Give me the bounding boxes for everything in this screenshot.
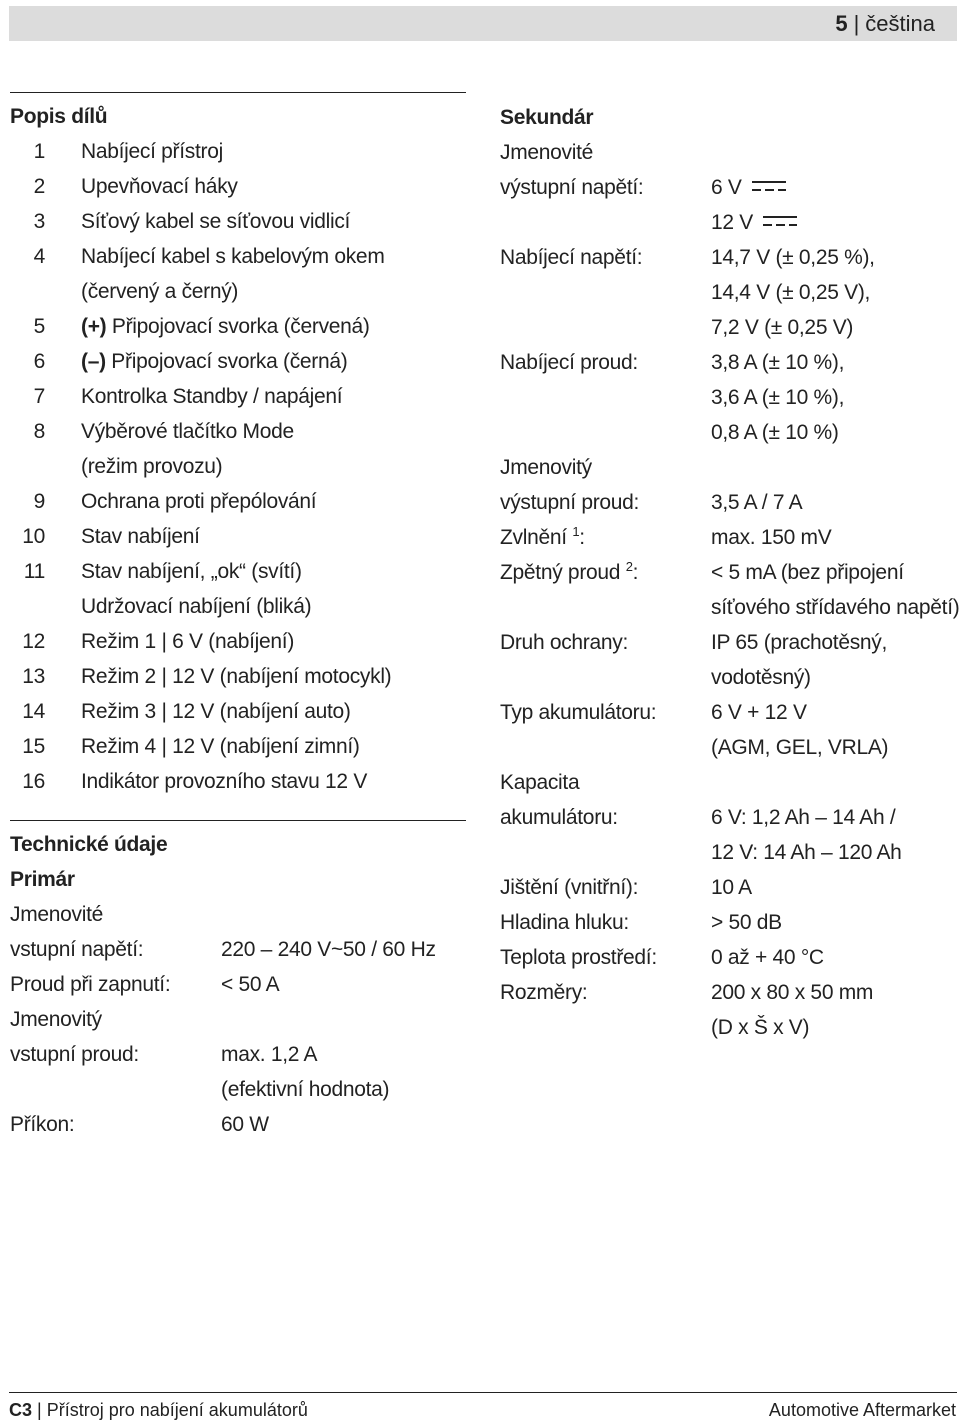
parts-list-item [10,589,466,624]
part-text [81,589,311,624]
part-label: Síťový kabel se síťovou vidlicí [81,210,351,233]
spec-value-text: 3,5 A / 7 A [711,491,803,514]
spec-value-text: (D x Š x V) [711,1016,810,1039]
spec-row [500,520,956,555]
spec-row [10,1107,466,1142]
dc-symbol-icon [763,214,797,228]
spec-label-text: Hladina hluku: [500,911,629,934]
spec-row [500,275,956,310]
part-label: Upevňovací háky [81,175,238,198]
spec-value [711,800,895,835]
parts-list-item [10,519,466,554]
spec-label-text: Jmenovité [500,141,594,164]
part-number: 10 [22,525,45,548]
part-label: Režim 1 | 6 V (nabíjení) [81,630,295,653]
spec-row [500,870,956,905]
spec-label: vstupní proud: [10,1043,139,1066]
parts-list-item [10,694,466,729]
spec-value-text: (AGM, GEL, VRLA) [711,736,889,759]
page-header-bar [9,6,957,41]
spec-value-text: 0,8 A (± 10 %) [711,421,839,444]
primary-heading: Primár [10,868,75,891]
spec-row [500,695,956,730]
spec-value-text: 200 x 80 x 50 mm [711,981,874,1004]
part-label: Indikátor provozního stavu 12 V [81,770,368,793]
spec-row [500,415,956,450]
part-label: Výběrové tlačítko Mode [81,420,294,443]
spec-label-suffix: : [632,561,639,584]
part-label: Režim 3 | 12 V (nabíjení auto) [81,700,351,723]
spec-row [10,1037,466,1072]
part-number: 7 [33,385,45,408]
part-number: 15 [22,735,45,758]
spec-value [711,660,811,695]
spec-row [10,932,466,967]
part-number: 12 [22,630,45,653]
header-separator: | [853,11,860,36]
part-number: 1 [33,140,45,163]
spec-value-text: 7,2 V (± 0,25 V) [711,316,854,339]
spec-value-text: max. 150 mV [711,526,832,549]
part-text [81,659,391,694]
spec-value [711,170,786,205]
part-label: Ochrana proti přepólování [81,490,317,513]
part-number: 9 [33,490,45,513]
technical-heading: Technické údaje [10,833,168,856]
spec-row [500,450,956,485]
spec-value [711,1010,809,1045]
parts-list-item [10,414,466,449]
spec-value-text: 14,4 V (± 0,25 V), [711,281,871,304]
spec-value [711,555,904,590]
spec-label-text: akumulátoru: [500,806,618,829]
spec-label [500,695,656,730]
part-polarity: (+) [81,315,107,338]
footnote-ref: 1 [572,524,580,539]
spec-label [500,940,657,975]
spec-label [500,555,638,590]
part-text [81,274,238,309]
spec-row [500,240,956,275]
spec-value: 220 – 240 V~50 / 60 Hz [221,938,436,961]
spec-value [711,975,873,1010]
spec-value-text: 3,8 A (± 10 %), [711,351,845,374]
spec-label [500,135,593,170]
parts-list-item [10,449,466,484]
parts-list-item [10,169,466,204]
part-text [81,554,302,589]
parts-list-item [10,239,466,274]
parts-heading: Popis dílů [10,105,108,128]
spec-value-text: síťového střídavého napětí) [711,596,960,619]
part-label: (červený a černý) [81,280,239,303]
part-text [81,379,342,414]
part-text [81,239,385,274]
spec-label: Jmenovité [10,903,104,926]
spec-label-text: Druh ochrany: [500,631,628,654]
spec-label-text: výstupní proud: [500,491,640,514]
part-label: Kontrolka Standby / napájení [81,385,343,408]
spec-label [500,765,579,800]
spec-label [500,450,592,485]
part-text [81,729,360,764]
spec-label [500,625,628,660]
spec-value [711,695,807,730]
spec-value-text: vodotěsný) [711,666,811,689]
part-text [81,344,347,379]
section-rule [10,92,466,93]
spec-value [711,485,802,520]
part-number: 11 [23,560,45,583]
footer-separator: | [37,1400,47,1420]
spec-value-text: 6 V: 1,2 Ah – 14 Ah / [711,806,896,829]
spec-row [10,1002,466,1037]
spec-label [500,870,638,905]
parts-list-item [10,134,466,169]
page-header [835,11,935,37]
part-text [81,309,370,344]
spec-row [500,205,956,240]
footer-rule [9,1392,957,1393]
spec-value-text: 10 A [711,876,752,899]
part-number: 14 [22,700,45,723]
parts-list-item [10,309,466,344]
part-label: Nabíjecí kabel s kabelovým okem [81,245,385,268]
part-number: 13 [22,665,45,688]
spec-label: Jmenovitý [10,1008,102,1031]
secondary-specs [500,135,960,1045]
spec-value-text: IP 65 (prachotěsný, [711,631,888,654]
part-label: Udržovací nabíjení (bliká) [81,595,312,618]
spec-value [711,240,875,275]
spec-value [711,940,824,975]
spec-label: Proud při zapnutí: [10,973,171,996]
spec-label-text: Teplota prostředí: [500,946,657,969]
part-number: 4 [33,245,45,268]
spec-label-text: Zvlnění [500,526,567,549]
spec-value-text: 14,7 V (± 0,25 %), [711,246,875,269]
part-number: 5 [33,315,45,338]
parts-list-item [10,274,466,309]
spec-row [10,967,466,1002]
spec-value [711,205,797,240]
parts-list-item [10,659,466,694]
spec-value-text: 6 V [711,176,742,199]
part-text [81,134,223,169]
spec-value [711,590,959,625]
part-label: Nabíjecí přístroj [81,140,223,163]
spec-label-text: Rozměry: [500,981,588,1004]
spec-row [500,625,956,660]
footer-code: C3 [9,1400,33,1420]
spec-value [711,520,831,555]
part-text [81,169,238,204]
spec-label [500,240,642,275]
spec-value [711,275,870,310]
spec-label-text: výstupní napětí: [500,176,644,199]
spec-row [500,730,956,765]
spec-value: 60 W [221,1113,269,1136]
secondary-heading: Sekundár [500,106,594,129]
spec-label [500,345,638,380]
footnote-ref: 2 [625,559,633,574]
spec-label: vstupní napětí: [10,938,144,961]
spec-value [711,380,844,415]
left-column [10,92,466,1142]
part-text [81,484,316,519]
spec-row [500,555,956,590]
spec-label-text: Jmenovitý [500,456,592,479]
page-language: čeština [865,11,935,36]
spec-value [711,835,902,870]
spec-label [500,905,629,940]
part-number: 6 [33,350,45,373]
parts-list-item [10,344,466,379]
parts-list-item [10,379,466,414]
part-text [81,624,294,659]
spec-label [500,975,587,1010]
spec-value: < 50 A [221,973,280,996]
footer-left [9,1399,308,1421]
spec-value-text: 12 V [711,211,753,234]
spec-row [500,800,956,835]
part-text [81,204,350,239]
part-label: (režim provozu) [81,455,223,478]
part-number: 8 [33,420,45,443]
spec-row [500,940,956,975]
parts-list [10,134,466,799]
spec-row [500,590,960,625]
part-label: Stav nabíjení, „ok“ (svítí) [81,560,302,583]
dc-symbol-icon [752,179,786,193]
spec-value [711,905,782,940]
spec-value-text: 3,6 A (± 10 %), [711,386,845,409]
spec-label-text: Nabíjecí proud: [500,351,638,374]
spec-label [500,520,585,555]
part-text [81,694,351,729]
spec-row [500,660,956,695]
parts-list-item [10,729,466,764]
spec-label-text: Jištění (vnitřní): [500,876,639,899]
spec-label [500,170,643,205]
part-text [81,764,367,799]
spec-row [500,1010,956,1045]
spec-label-text: Typ akumulátoru: [500,701,657,724]
part-text [81,449,222,484]
part-label: Připojovací svorka (červená) [106,315,370,338]
part-text [81,414,294,449]
spec-value-text: 0 až + 40 °C [711,946,824,969]
footer-title: Přístroj pro nabíjení akumulátorů [46,1400,308,1420]
spec-row [500,135,956,170]
spec-row [500,835,956,870]
primary-specs [10,897,466,1142]
spec-label-suffix: : [579,526,585,549]
part-label: Stav nabíjení [81,525,200,548]
page-number: 5 [835,11,848,36]
spec-value [711,310,853,345]
spec-value [711,415,839,450]
spec-value-text: 6 V + 12 V [711,701,807,724]
spec-value [711,345,844,380]
spec-label [500,485,639,520]
part-number: 2 [33,175,45,198]
spec-value [711,730,888,765]
spec-label: Příkon: [10,1113,75,1136]
part-label: Režim 2 | 12 V (nabíjení motocykl) [81,665,392,688]
spec-row [500,485,956,520]
spec-label-text: Kapacita [500,771,580,794]
spec-value: (efektivní hodnota) [221,1078,390,1101]
spec-row [500,170,956,205]
parts-list-item [10,554,466,589]
spec-row [500,310,956,345]
parts-list-item [10,764,466,799]
part-label: Připojovací svorka (černá) [105,350,348,373]
part-number: 16 [22,770,45,793]
spec-label-text: Nabíjecí napětí: [500,246,643,269]
spec-row [500,975,956,1010]
spec-value [711,625,887,660]
spec-row [500,380,956,415]
part-number: 3 [33,210,45,233]
spec-row [10,1072,466,1107]
part-label: Režim 4 | 12 V (nabíjení zimní) [81,735,360,758]
spec-row [500,765,956,800]
spec-row [500,905,956,940]
right-column [500,92,960,1045]
footer-brand: Automotive Aftermarket [768,1400,956,1420]
spec-value-text: > 50 dB [711,911,782,934]
spec-value-text: < 5 mA (bez připojení [711,561,904,584]
spec-value: max. 1,2 A [221,1043,318,1066]
spec-label-text: Zpětný proud [500,561,621,584]
parts-list-item [10,624,466,659]
part-polarity: (–) [81,350,106,373]
parts-list-item [10,204,466,239]
part-text [81,519,200,554]
spec-row [500,345,956,380]
spec-value-text: 12 V: 14 Ah – 120 Ah [711,841,902,864]
spec-label [500,800,618,835]
spec-row [10,897,466,932]
spec-value [711,870,752,905]
section-rule [10,820,466,821]
parts-list-item [10,484,466,519]
